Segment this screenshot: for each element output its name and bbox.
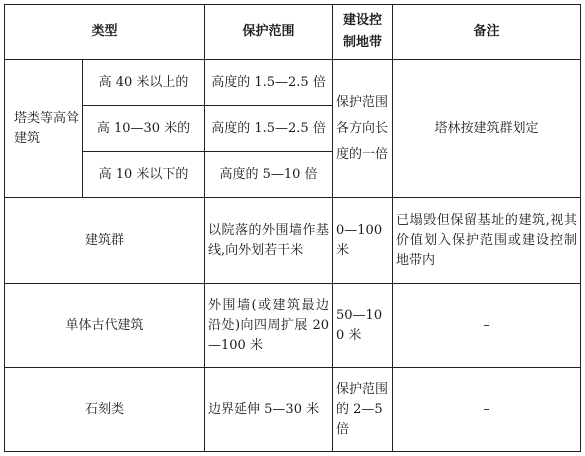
- table-row-stone-carving: [5, 368, 581, 452]
- header-type: 类型: [5, 5, 205, 60]
- notes-text: 已塌毁但保留基址的建筑,视其价值划入保护范围或建设控制地带内: [396, 212, 578, 268]
- control-zone-cell: [333, 284, 393, 368]
- tower-control-zone-cell: [333, 60, 393, 198]
- table-row-tower-1: [5, 60, 581, 106]
- range-text: 外围墙(或建筑最边沿处)向四周扩展 20—100 米: [208, 297, 330, 353]
- control-zone-cell: [333, 368, 393, 452]
- tower-subtype-cell: 高 10—30 米的: [83, 106, 205, 152]
- range-text: 边界延伸 5—30 米: [208, 401, 320, 417]
- notes-cell: [393, 198, 581, 284]
- type-cell: 石刻类: [5, 368, 205, 452]
- control-zone-cell: [333, 198, 393, 284]
- header-notes: 备注: [393, 5, 581, 60]
- header-protection-range: 保护范围: [205, 5, 333, 60]
- range-text: 以院落的外围墙作基线,向外划若干米: [208, 222, 330, 258]
- type-cell: 单体古代建筑: [5, 284, 205, 368]
- protection-range-table: [4, 4, 581, 452]
- table-header-row: [5, 5, 581, 60]
- tower-notes-cell: 塔林按建筑群划定: [393, 60, 581, 198]
- header-control-zone: [333, 5, 393, 60]
- tower-range-cell: 高度的 1.5—2.5 倍: [205, 60, 333, 106]
- range-cell: [205, 368, 333, 452]
- tower-subtype-cell: 高 40 米以上的: [83, 60, 205, 106]
- range-cell: [205, 284, 333, 368]
- tower-category-cell: [5, 60, 83, 198]
- notes-cell: –: [393, 368, 581, 452]
- tower-range-cell: 高度的 5—10 倍: [205, 152, 333, 198]
- header-control-zone-line2: 制地带: [343, 35, 383, 51]
- notes-cell: –: [393, 284, 581, 368]
- tower-control-zone-text: 保护范围各方向长度的一倍: [336, 94, 389, 162]
- table-row-single-building: [5, 284, 581, 368]
- control-zone-text: 50—100 米: [336, 307, 383, 343]
- control-zone-text: 保护范围的 2—5 倍: [336, 381, 389, 437]
- tower-category-label: 塔类等高耸建筑: [14, 110, 80, 146]
- tower-range-cell: 高度的 1.5—2.5 倍: [205, 106, 333, 152]
- control-zone-text: 0—100 米: [336, 222, 383, 258]
- tower-subtype-cell: 高 10 米以下的: [83, 152, 205, 198]
- table-row-building-group: [5, 198, 581, 284]
- range-cell: [205, 198, 333, 284]
- type-cell: 建筑群: [5, 198, 205, 284]
- header-control-zone-line1: 建设控: [343, 13, 383, 29]
